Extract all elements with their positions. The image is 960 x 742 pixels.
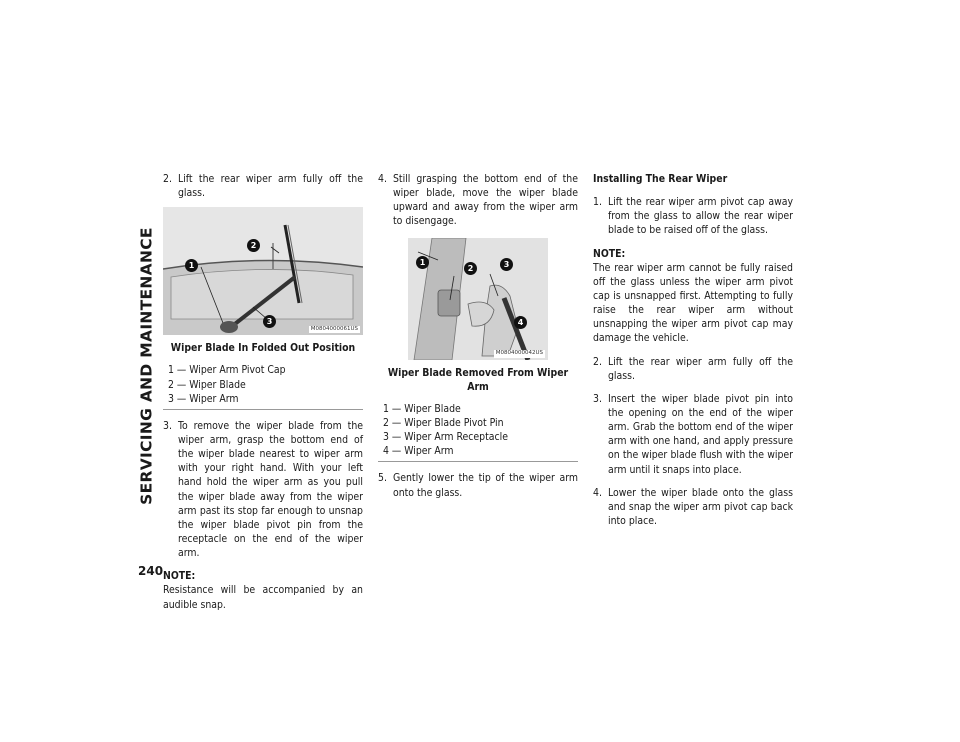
legend-item: 3 — Wiper Arm <box>168 392 239 405</box>
page-number: 240 <box>138 564 164 578</box>
figure-wiper-folded-out <box>163 207 363 335</box>
step-1-lift-pivot-cap <box>593 195 793 237</box>
column-1 <box>163 172 363 621</box>
figure-wiper-removed <box>408 238 548 360</box>
step-5-lower-arm <box>378 471 578 499</box>
note-text: Resistance will be accompanied by an audible snap. <box>163 584 363 611</box>
column-3 <box>593 172 793 537</box>
figure-caption: Wiper Blade Removed From Wiper Arm <box>387 366 569 393</box>
callout-3: 3 <box>263 315 276 328</box>
figure-caption: Wiper Blade In Folded Out Position <box>170 342 356 355</box>
step-number: 4. <box>378 173 387 185</box>
legend-item: 4 — Wiper Arm <box>383 445 454 458</box>
figure-legend <box>163 363 363 409</box>
step-number: 1. <box>593 196 602 209</box>
step-number: 3. <box>593 392 602 405</box>
step-number: 3. <box>163 419 172 432</box>
step-2-lift-arm <box>163 172 363 200</box>
section-heading: Installing The Rear Wiper <box>593 173 728 185</box>
note-text: The rear wiper arm cannot be fully raised off the glass unless the wiper arm pivot cap is unsnapped first. Attempting to fully raise the rear wiper arm without unsnapping the wiper arm pivot cap may damage the vehicle. <box>593 261 793 345</box>
column-2 <box>378 172 578 509</box>
step-3-remove-blade <box>163 419 363 560</box>
step-4-lower-blade <box>593 486 793 528</box>
legend-item: 2 — Wiper Blade <box>168 378 246 391</box>
callout-2: 2 <box>247 239 260 252</box>
legend-item: 2 — Wiper Blade Pivot Pin <box>383 416 504 429</box>
note-heading: NOTE: <box>593 247 626 260</box>
legend-item: 1 — Wiper Blade <box>383 402 461 415</box>
step-3-insert-pivot-pin <box>593 392 793 477</box>
section-title-text: SERVICING AND MAINTENANCE <box>137 227 156 505</box>
callout-4: 4 <box>514 316 527 329</box>
step-text: To remove the wiper blade from the wiper arm, grasp the bottom end of the wiper blade nearest to wiper arm with your right hand. With your left hand hold the wiper arm as you pull the wiper blade away from the wiper arm past its stop far enough to unsnap the wiper blade pivot pin from the receptacle on the end of the wiper arm. <box>178 419 363 560</box>
step-number: 2. <box>163 173 172 185</box>
step-text: Insert the wiper blade pivot pin into the opening on the end of the wiper arm. Grab the bottom end of the wiper arm with one hand, and apply pressure on the wiper blade flush with the wiper arm until it snaps into place. <box>608 392 793 476</box>
step-text: Lift the rear wiper arm fully off the glass. <box>608 355 793 382</box>
figure-code: M0804000061US <box>310 325 358 332</box>
step-text: Gently lower the tip of the wiper arm onto the glass. <box>393 472 578 499</box>
figure-code: M0804000042US <box>495 350 543 357</box>
step-number: 4. <box>593 486 602 499</box>
note-heading: NOTE: <box>163 570 196 583</box>
step-number: 2. <box>593 355 602 368</box>
callout-1: 1 <box>185 259 198 272</box>
step-text: Lower the wiper blade onto the glass and snap the wiper arm pivot cap back into place. <box>608 486 793 527</box>
callout-3: 3 <box>500 258 513 271</box>
figure-legend <box>378 402 578 463</box>
step-4-disengage-blade <box>378 172 578 229</box>
legend-item: 1 — Wiper Arm Pivot Cap <box>168 364 286 377</box>
callout-1: 1 <box>416 256 429 269</box>
step-text: Still grasping the bottom end of the wiper blade, move the wiper blade upward and away from the wiper arm to disengage. <box>393 173 578 228</box>
step-number: 5. <box>378 472 387 485</box>
section-title <box>137 172 157 560</box>
step-2-lift-arm <box>593 355 793 383</box>
step-text: Lift the rear wiper arm fully off the glass. <box>178 173 363 200</box>
step-text: Lift the rear wiper arm pivot cap away from the glass to allow the rear wiper blade to be raised off of the glass. <box>608 196 793 237</box>
legend-item: 3 — Wiper Arm Receptacle <box>383 431 508 444</box>
wiper-removed-illustration <box>408 238 548 360</box>
callout-2: 2 <box>464 262 477 275</box>
